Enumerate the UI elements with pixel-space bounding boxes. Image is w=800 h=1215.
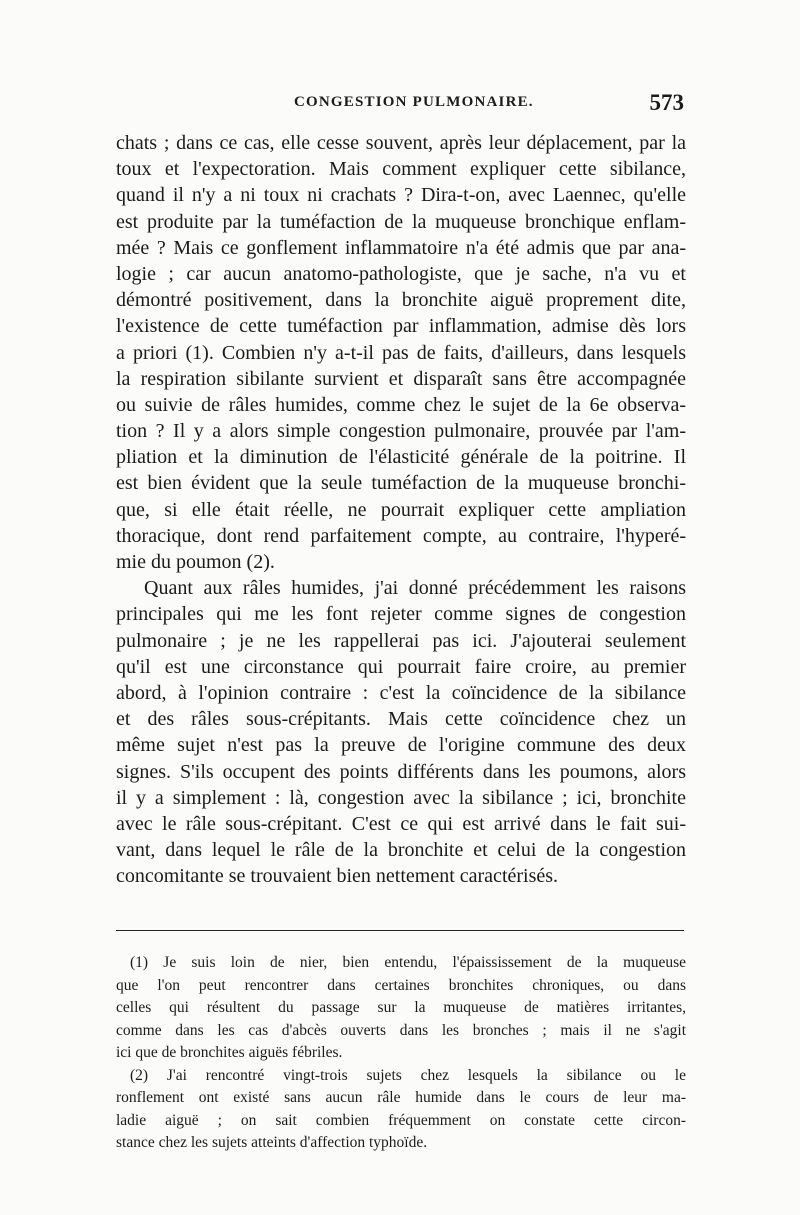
footnote-line: ronflement ont existé sans aucun râle humide dans le cours de leur ma- bbox=[116, 1089, 686, 1106]
text-line: Quant aux râles humides, j'ai donné précédemment les raisons bbox=[144, 577, 686, 600]
text-line: la respiration sibilante survient et disparaît sans être accompagnée bbox=[116, 367, 686, 390]
text-line: abord, à l'opinion contraire : c'est la coïncidence de la sibilance bbox=[116, 681, 686, 704]
text-line: est bien évident que la seule tuméfaction de la muqueuse bronchi- bbox=[116, 472, 686, 495]
footnote-line: stance chez les sujets atteints d'affection typhoïde. bbox=[116, 1134, 428, 1151]
footnote-line: comme dans les cas d'abcès ouverts dans les bronches ; mais il ne s'agit bbox=[116, 1021, 686, 1039]
running-head: CONGESTION PULMONAIRE. bbox=[294, 94, 534, 110]
text-line: que, si elle était réelle, ne pourrait expliquer cette ampliation bbox=[116, 498, 686, 521]
footnote-line: ladie aiguë ; on sait combien fréquemment on constate cette circon- bbox=[116, 1111, 686, 1129]
text-line: même sujet n'est pas la preuve de l'origine commune des deux bbox=[116, 734, 686, 757]
text-line: pliation et la diminution de l'élasticité générale de la poitrine. Il bbox=[116, 446, 686, 469]
text-line: l'existence de cette tuméfaction par inflammation, admise dès lors bbox=[116, 315, 686, 338]
footnote-line: (1) Je suis loin de nier, bien entendu, l'épaississement de la muqueuse bbox=[130, 954, 686, 971]
footnote-2 bbox=[116, 1065, 686, 1155]
footnote-rule bbox=[116, 930, 684, 931]
text-line: signes. S'ils occupent des points différents dans les poumons, alors bbox=[116, 760, 686, 783]
text-line: logie ; car aucun anatomo-pathologiste, que je sache, n'a vu et bbox=[116, 262, 686, 285]
footnote-line: que l'on peut rencontrer dans certaines bronchites chroniques, ou dans bbox=[116, 976, 686, 994]
text-line: démontré positivement, dans la bronchite aiguë proprement dite, bbox=[116, 289, 686, 312]
paragraph-2 bbox=[116, 575, 686, 889]
text-line: ou suivie de râles humides, comme chez le sujet de la 6e observa- bbox=[116, 393, 686, 416]
page-number: 573 bbox=[649, 90, 684, 115]
text-line: concomitante se trouvaient bien nettement caractérisés. bbox=[116, 865, 559, 888]
footnotes bbox=[116, 952, 686, 1155]
page-header bbox=[118, 92, 684, 120]
footnote-line: ici que de bronchites aiguës fébriles. bbox=[116, 1044, 343, 1061]
text-line: et des râles sous-crépitants. Mais cette coïncidence chez un bbox=[116, 708, 686, 731]
text-line: vant, dans lequel le râle de la bronchite et celui de la congestion bbox=[116, 839, 686, 862]
text-line: avec le râle sous-crépitant. C'est ce qui est arrivé dans le fait sui- bbox=[116, 812, 686, 835]
text-line: est produite par la tuméfaction de la muqueuse bronchique enflam- bbox=[116, 210, 686, 233]
footnote-line: celles qui résultent du passage sur la muqueuse de matières irritantes, bbox=[116, 999, 686, 1016]
text-line: quand il n'y a ni toux ni crachats ? Dira-t-on, avec Laennec, qu'elle bbox=[116, 184, 686, 207]
text-line: pulmonaire ; je ne les rappellerai pas ici. J'ajouterai seulement bbox=[116, 629, 686, 652]
text-line: tion ? Il y a alors simple congestion pulmonaire, prouvée par l'am- bbox=[116, 420, 686, 443]
text-line: mie du poumon (2). bbox=[116, 551, 275, 573]
text-line: toux et l'expectoration. Mais comment expliquer cette sibilance, bbox=[116, 158, 686, 181]
text-line: chats ; dans ce cas, elle cesse souvent, après leur déplacement, par la bbox=[116, 132, 686, 154]
footnote-1 bbox=[116, 952, 686, 1065]
text-line: il y a simplement : là, congestion avec la sibilance ; ici, bronchite bbox=[116, 786, 686, 809]
paragraph-1 bbox=[116, 130, 686, 575]
text-line: qu'il est une circonstance qui pourrait faire croire, au premier bbox=[116, 655, 686, 678]
text-line: thoracique, dont rend parfaitement compte, au contraire, l'hyperé- bbox=[116, 524, 686, 547]
text-line: mée ? Mais ce gonflement inflammatoire n'a été admis que par ana- bbox=[116, 236, 686, 259]
text-line: principales qui me les font rejeter comme signes de congestion bbox=[116, 603, 686, 626]
footnote-line: (2) J'ai rencontré vingt-trois sujets chez lesquels la sibilance ou le bbox=[130, 1066, 686, 1084]
body-text bbox=[116, 130, 686, 889]
text-line: a priori (1). Combien n'y a-t-il pas de faits, d'ailleurs, dans lesquels bbox=[116, 341, 686, 364]
